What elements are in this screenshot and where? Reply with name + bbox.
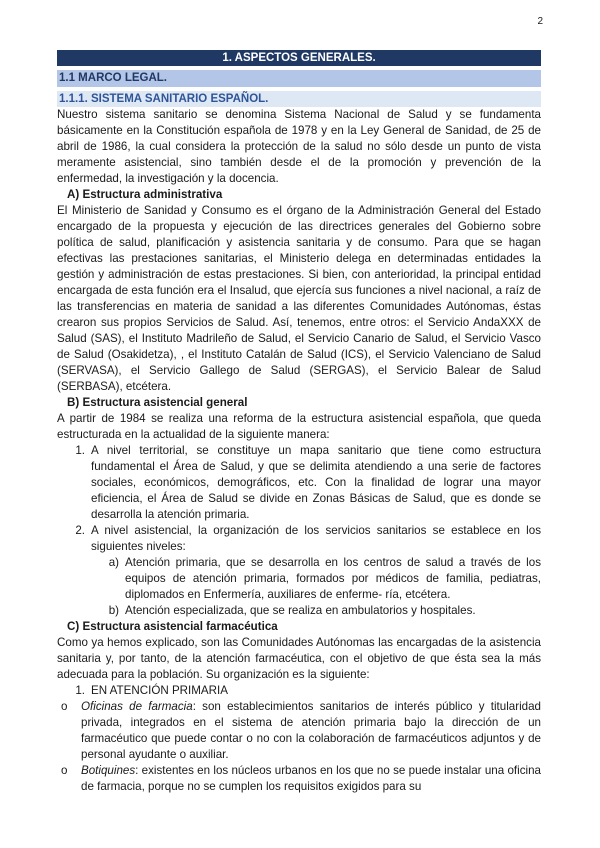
- sub-list-item: [57, 555, 541, 603]
- paragraph-c: Como ya hemos explicado, son las Comunidades Autónomas las encargadas de la asistencia sanitaria y, por tanto, de la atención farmacéutica, con el objetivo de que ésta sea la más adecuada para la población. Su organización es la siguiente:: [57, 636, 541, 681]
- bullet-marker: o: [61, 700, 68, 713]
- list-item: [57, 683, 541, 699]
- sub-list-text: Atención especializada, que se realiza en ambulatorios y hospitales.: [125, 604, 476, 617]
- sub-list-letter: a): [108, 556, 119, 569]
- sub-list-text: Atención primaria, que se desarrolla en los centros de salud a través de los equipos de atención primaria, formados por médicos de familia, pediatras, diplomados en Enfermería, auxiliares de enferme- ría, etcétera.: [125, 556, 541, 601]
- document-body: [57, 50, 541, 795]
- subsubsection-title: 1.1.1. SISTEMA SANITARIO ESPAÑOL.: [57, 91, 541, 107]
- list-text: A nivel asistencial, la organización de los servicios sanitarios se establece en los siguientes niveles:: [91, 524, 541, 553]
- bullet-body: : existentes en los núcleos urbanos en los que no se puede instalar una oficina de farmacia, porque no se cumplen los requisitos exigidos para su: [81, 764, 541, 793]
- list-item: [57, 523, 541, 555]
- bullet-item: [57, 699, 541, 763]
- list-number: 2.: [75, 524, 85, 537]
- bullet-term: Oficinas de farmacia: [81, 700, 193, 713]
- section-title: 1. ASPECTOS GENERALES.: [57, 50, 541, 66]
- heading-b: B) Estructura asistencial general: [67, 396, 248, 409]
- bullet-term: Botiquines: [81, 764, 136, 777]
- sub-list-letter: b): [108, 604, 119, 617]
- paragraph-b: A partir de 1984 se realiza una reforma de la estructura asistencial española, que queda estructurada en la actualidad de la siguiente manera:: [57, 412, 541, 441]
- bullet-text: [81, 763, 541, 795]
- list-item: [57, 443, 541, 523]
- heading-a: A) Estructura administrativa: [67, 188, 223, 201]
- subsection-title: 1.1 MARCO LEGAL.: [57, 70, 541, 87]
- page-number: 2: [537, 16, 543, 27]
- paragraph-a: El Ministerio de Sanidad y Consumo es el órgano de la Administración General del Estado encargado de la propuesta y ejecución de las directrices generales del Gobierno sobre política de salud, planificación y asistencia sanitaria y de consumo. Para que se hagan efectivas las prestaciones sanitarias, el Ministerio delega en determinadas entidades la gestión y administración de estas prestaciones. Si bien, con anterioridad, la principal entidad encargada de esta función era el Insalud, que ejercía sus funciones a nivel nacional, a raíz de las transferencias en materia de sanidad a las diferentes Comunidades Autónomas, éstas crearon sus propios Servicios de Salud. Así, tenemos, entre otros: el Servicio AndaXXX de Salud (SAS), el Instituto Madrileño de Salud, el Servicio Canario de Salud, el Servicio Vasco de Salud (Osakidetza), , el Instituto Catalán de Salud (ICS), el Servicio Valenciano de Salud (SERVASA), el Servicio Gallego de Salud (SERGAS), el Servicio Balear de Salud (SERBASA), etcétera.: [57, 204, 541, 393]
- intro-paragraph: Nuestro sistema sanitario se denomina Sistema Nacional de Salud y se fundamenta básicamente en la Constitución española de 1978 y en la Ley General de Sanidad, de 25 de abril de 1986, la cual considera la protección de la salud no sólo desde un punto de vista meramente asistencial, sino también desde el de la promoción y prevención de la enfermedad, la investigación y la docencia.: [57, 108, 541, 185]
- bullet-item: [57, 763, 541, 795]
- bullet-marker: o: [61, 764, 68, 777]
- bullet-body: : son establecimientos sanitarios de interés público y titularidad privada, integrados en el sistema de atención primaria bajo la dirección de un farmacéutico que puede contar o no con la colaboración de farmacéuticos adjuntos y de personal ayudante o auxiliar.: [81, 700, 541, 761]
- list-text: EN ATENCIÓN PRIMARIA: [91, 684, 228, 697]
- bullet-text: [81, 699, 541, 763]
- list-text: A nivel territorial, se constituye un mapa sanitario que tiene como estructura fundamental el Área de Salud, y que se delimita atendiendo a una serie de factores sociales, económicos, demográficos, etc. Con la finalidad de lograr una mayor eficiencia, el Área de Salud se divide en Zonas Básicas de Salud, que es donde se desarrolla la atención primaria.: [91, 444, 541, 521]
- sub-list-item: [57, 603, 541, 619]
- heading-c: C) Estructura asistencial farmacéutica: [67, 620, 278, 633]
- list-number: 1.: [75, 444, 85, 457]
- list-number: 1.: [75, 684, 85, 697]
